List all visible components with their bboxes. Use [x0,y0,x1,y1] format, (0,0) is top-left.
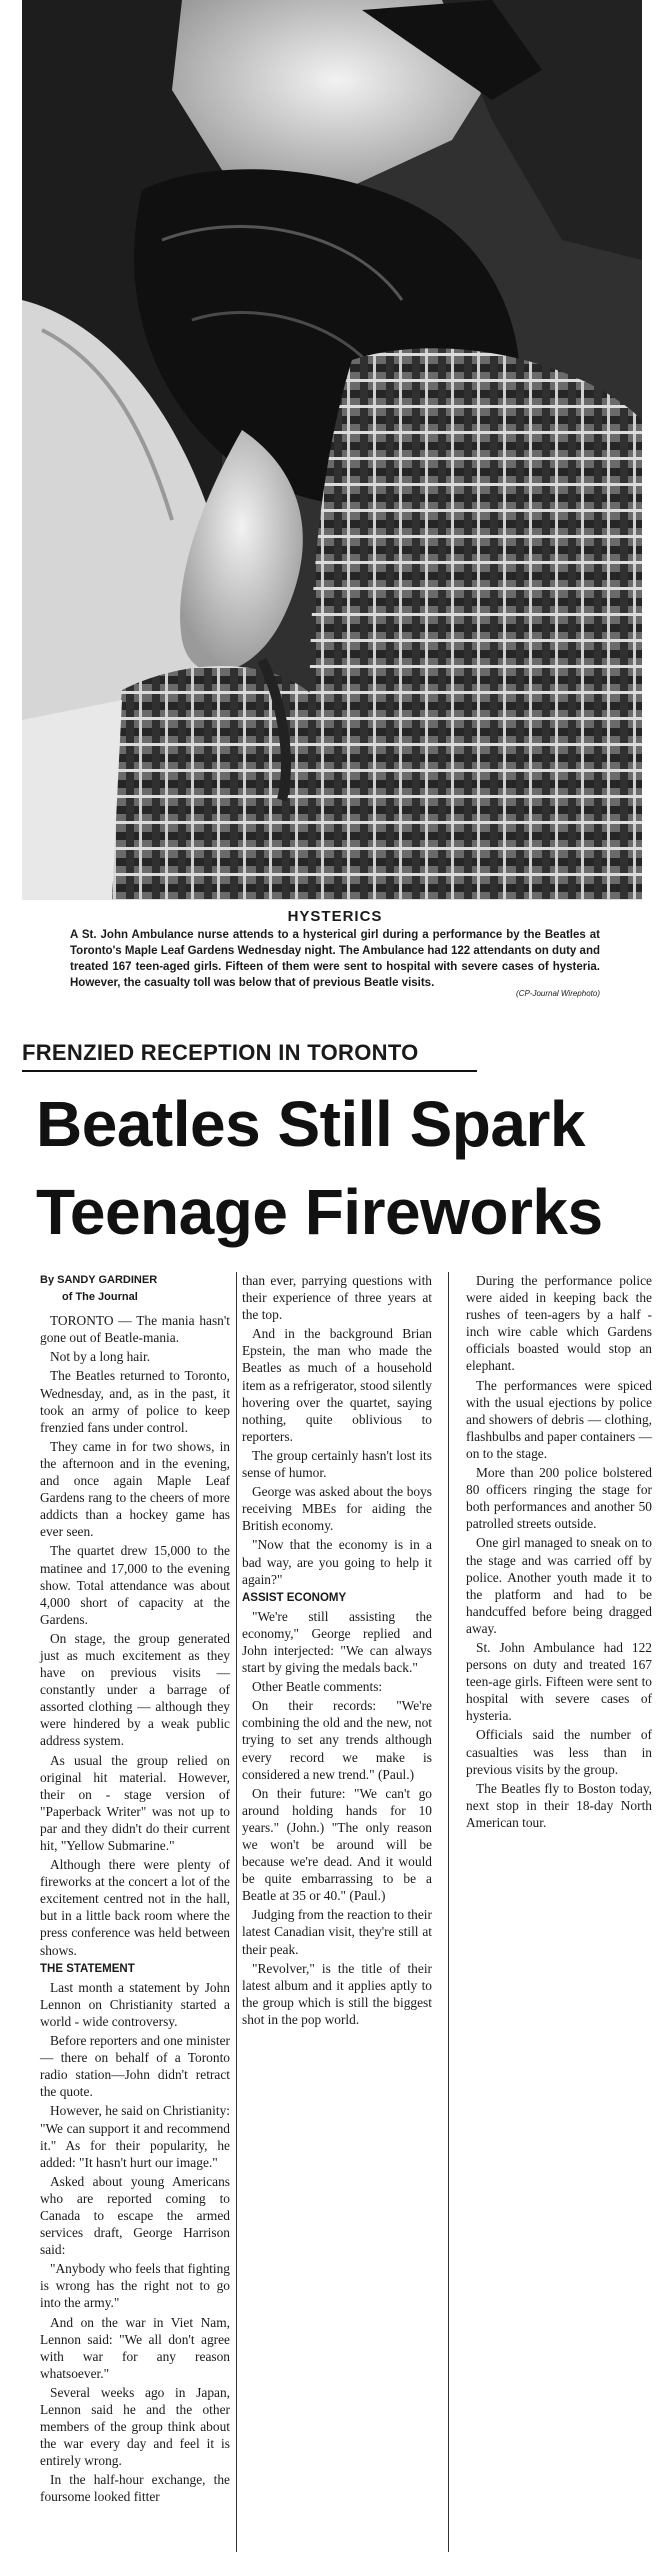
paragraph: Officials said the number of casualties was less than in previous visits by the group. [466,1727,652,1777]
paragraph: They came in for two shows, in the afternoon and in the evening, and once again Maple Leaf Gardens rang to the cheers of more addicts than a hockey game has ever seen. [40,1438,230,1540]
paragraph: Asked about young Americans who are reported coming to Canada to escape the armed services draft, George Harrison said: [40,2173,230,2258]
paragraph: One girl managed to sneak on to the stage and was carried off by police. Another youth made it to the platform and had to be handcuffed before being dragged away. [466,1535,652,1636]
photo-credit: (CP-Journal Wirephoto) [516,989,600,998]
paragraph: Other Beatle comments: [252,1679,383,1695]
subhead-assist-economy: ASSIST ECONOMY [242,1591,347,1604]
headline-line-1: Beatles Still Spark [36,1088,585,1160]
paragraph: Last month a statement by John Lennon on Christianity started a world - wide controversy. [40,1979,230,2029]
byline: By SANDY GARDINER [40,1274,158,1286]
paragraph: The group certainly hasn't lost its sense of humor. [242,1447,432,1481]
paragraph: More than 200 police bolstered 80 officers ringing the stage for both performances and another 50 patrolled streets outside. [466,1465,652,1532]
article-column-2 [242,1272,432,2030]
paragraph: "Revolver," is the title of their latest album and it applies aptly to the group which is still the biggest shot in the pop world. [242,1960,432,2027]
kicker-underline [22,1070,477,1072]
paragraph: And in the background Brian Epstein, the man who made the Beatles as much of a household item as a refrigerator, stood silently hovering over the quartet, saying nothing, quite oblivious to reporters. [242,1326,432,1444]
paragraph: The Beatles returned to Toronto, Wednesday, and, as in the past, it took an army of police to keep frenzied fans under control. [40,1368,230,1435]
paragraph: And on the war in Viet Nam, Lennon said: "We all don't agree with war for any reason whatsoever." [40,2314,230,2381]
photo-caption [70,908,600,998]
paragraph: On their records: "We're combining the old and the new, not trying to set any trends although every record we make is considered a new trend." (Paul.) [242,1698,432,1782]
headline-line-2: Teenage Fireworks [36,1176,603,1248]
caption-headline: HYSTERICS [287,908,383,925]
paragraph: George was asked about the boys receiving MBEs for aiding the British economy. [242,1484,432,1534]
paragraph: On their future: "We can't go around holding hands for 10 years." (John.) "The only reason we won't be around will be because we're dead. And it would be quite embarrassing to be a Beatle at 35 or 40." (Paul.) [242,1785,432,1904]
paragraph: Judging from the reaction to their latest Canadian visit, they're still at their peak. [242,1907,432,1957]
subhead-the-statement: THE STATEMENT [40,1962,135,1975]
paragraph: Although there were plenty of fireworks at the concert a lot of the excitement centred not in the hall, but in a little back room where the press conference was held between shows. [40,1857,230,1958]
paragraph: "Anybody who feels that fighting is wrong has the right not to go into the army." [40,2261,230,2311]
article-column-3 [466,1272,652,1833]
paragraph: "Now that the economy is in a bad way, are you going to help it again?" [242,1537,432,1587]
paragraph: Several weeks ago in Japan, Lennon said he and the other members of the group think about the war every day and feel it is entirely wrong. [40,2384,230,2469]
paragraph: St. John Ambulance had 122 persons on duty and treated 167 teen-age girls. Fifteen were sent to hospital with severe cases of hysteria. [466,1639,652,1724]
caption-text: A St. John Ambulance nurse attends to a hysterical girl during a performance by the Beatles at Toronto's Maple Leaf Gardens Wednesday night. The Ambulance had 122 attendants on duty and treated 167 teen-aged girls. Fifteen of them were sent to hospital with severe cases of hysteria. However, the casualty toll was below that of previous Beatle visits. [70,929,600,989]
paragraph: Not by a long hair. [50,1349,151,1365]
column-divider [448,1272,449,2552]
paragraph: Before reporters and one minister — there on behalf of a Toronto radio station—John didn't retract the quote. [40,2033,230,2100]
main-headline [36,1080,636,1256]
article-column-1 [40,1272,230,2508]
kicker-headline: FRENZIED RECEPTION IN TORONTO [22,1040,419,1065]
paragraph: "We're still assisting the economy," George replied and John interjected: "We can always start by giving the medals back." [242,1608,432,1676]
photo-illustration [22,0,642,900]
paragraph: The performances were spiced with the usual ejections by police and showers of debris — clothing, flashbulbs and paper containers — on to the stage. [466,1377,652,1461]
byline-organization: of The Journal [62,1291,138,1304]
paragraph: However, he said on Christianity: "We can support it and recommend it." As for their popularity, he added: "It hasn't hurt our image." [40,2103,230,2170]
paragraph: TORONTO — The mania hasn't gone out of Beatle-mania. [40,1313,230,1346]
paragraph: The Beatles fly to Boston today, next stop in their 18-day North American tour. [466,1780,652,1830]
paragraph: On stage, the group generated just as much excitement as they have on previous visits — constantly under a barrage of assorted clothing — although they were hindered by a weak public address system. [40,1630,230,1749]
news-photo [22,0,642,900]
column-divider [236,1272,237,2552]
paragraph: The quartet drew 15,000 to the matinee and 17,000 to the evening show. Total attendance was about 4,000 short of capacity at the Gardens. [40,1543,230,1627]
paragraph: During the performance police were aided in keeping back the rushes of teen-agers by a half - inch wire cable which Gardens officials boasted would stop an elephant. [466,1273,652,1374]
paragraph: In the half-hour exchange, the foursome looked fitter [40,2472,230,2505]
paragraph: than ever, parrying questions with their experience of three years at the top. [242,1273,432,1323]
paragraph: As usual the group relied on original hit material. However, their on - stage version of "Paperback Writer" was not up to par and they didn't do their current hit, "Yellow Submarine." [40,1752,230,1853]
